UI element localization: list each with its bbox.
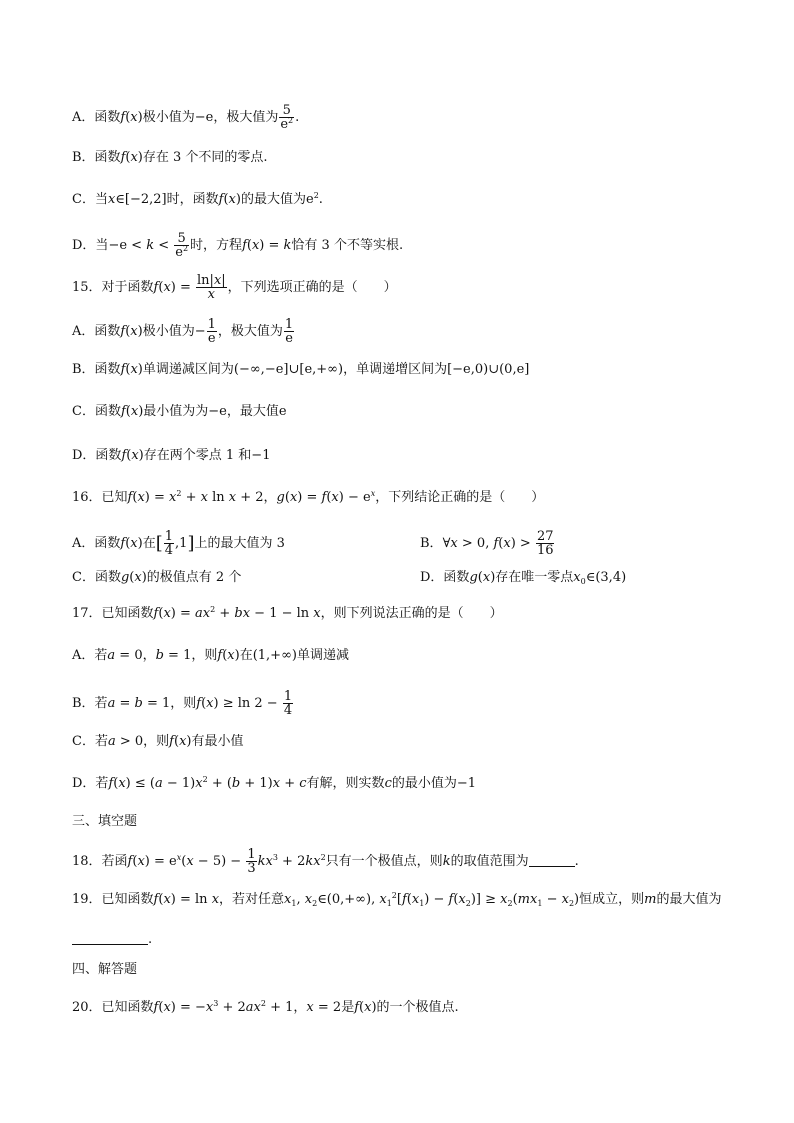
option-14c: C．当x∈[−2,2]时，函数f(x)的最大值为$e^2$.: [72, 191, 323, 207]
option-16b: B．∀x > 0, f(x) > $\frac{27}{16}$: [420, 529, 554, 558]
option-17a: A．若a = 0，b = 1，则f(x)在(1,+∞)单调递减: [72, 648, 349, 663]
fraction: $\frac{5}{e^2}$: [280, 103, 294, 132]
option-15d: D．函数f(x)存在两个零点 1 和−1: [72, 448, 271, 463]
option-15b: B．函数f(x)单调递减区间为(−∞,−e]∪[e,+∞)，单调递增区间为[−e,0)∪(0,e]: [72, 362, 530, 377]
option-17c: C．若a > 0，则f(x)有最小值: [72, 734, 244, 749]
question-17: 17．已知函数$f(x) = ax^2$ + bx − 1 − ln x，则下列说法正确的是（ ）: [72, 605, 503, 621]
option-17d: D．若$f(x) \le (a - 1)x^2 + (b + 1)x + c$有解，则实数c的最小值为−1: [72, 775, 477, 791]
option-14b: B．函数f(x)存在 3 个不同的零点.: [72, 150, 268, 165]
question-19: 19．已知函数f(x) = ln x，若对任意$x_1$, $x_2\in(0,+\infty)$, $x_1^2[f(x_1) - f(x_2)] \ge x_2(mx_1 - x_2)$恒成立，则m的最大值为: [72, 891, 722, 908]
question-15: 15．对于函数f(x) = $\frac{\ln|x|}{x}$ ，下列选项正确的是（ ）: [72, 273, 397, 302]
question-16: 16．已知$f(x) = x^2 + x$ ln x + 2，$g(x) = f(x) - e^x$，下列结论正确的是（ ）: [72, 489, 545, 505]
question-19-blank-line: .: [72, 930, 152, 950]
option-14d: D．当−e < k < $\frac{5}{e^2}$ 时，方程f(x) = k恰有 3 个不等实根.: [72, 231, 404, 260]
option-16c-d: C．函数g(x)的极值点有 2 个 D．函数g(x)存在唯一零点$x_0\in(3,4)$: [72, 570, 627, 586]
option-16a-b: A．函数f(x)在[ $\frac{1}{4}$ ,1]上的最大值为 3 B．∀x > 0, f(x) > $\frac{27}{16}$: [72, 529, 554, 558]
section-solution: 四、解答题: [72, 962, 138, 977]
answer-blank[interactable]: [529, 852, 575, 867]
question-20: 20．已知函数$f(x) = -x^3 + 2ax^2 + 1$，x = 2是f(x)的一个极值点.: [72, 999, 459, 1015]
option-16d: D．函数g(x)存在唯一零点$x_0\in(3,4)$: [420, 570, 627, 586]
option-17b: B．若a = b = 1，则f(x) ≥ ln 2 − $\frac{1}{4}$: [72, 689, 293, 718]
option-15a: A．函数f(x)极小值为− $\frac{1}{e}$ ，极大值为 $\frac{1}{e}$: [72, 317, 294, 346]
option-15c: C．函数f(x)最小值为为−e，最大值e: [72, 404, 287, 419]
option-14a: A．函数f(x)极小值为−e，极大值为 $\frac{5}{e^2}$ .: [72, 103, 300, 132]
answer-blank[interactable]: [72, 930, 148, 945]
question-18: 18．若函$f(x) = e^x(x - 5)$ − $\frac{1}{3}$ $kx^3 + 2kx^2$只有一个极值点，则k的取值范围为 .: [72, 847, 579, 876]
section-fill-in: 三、填空题: [72, 814, 138, 829]
